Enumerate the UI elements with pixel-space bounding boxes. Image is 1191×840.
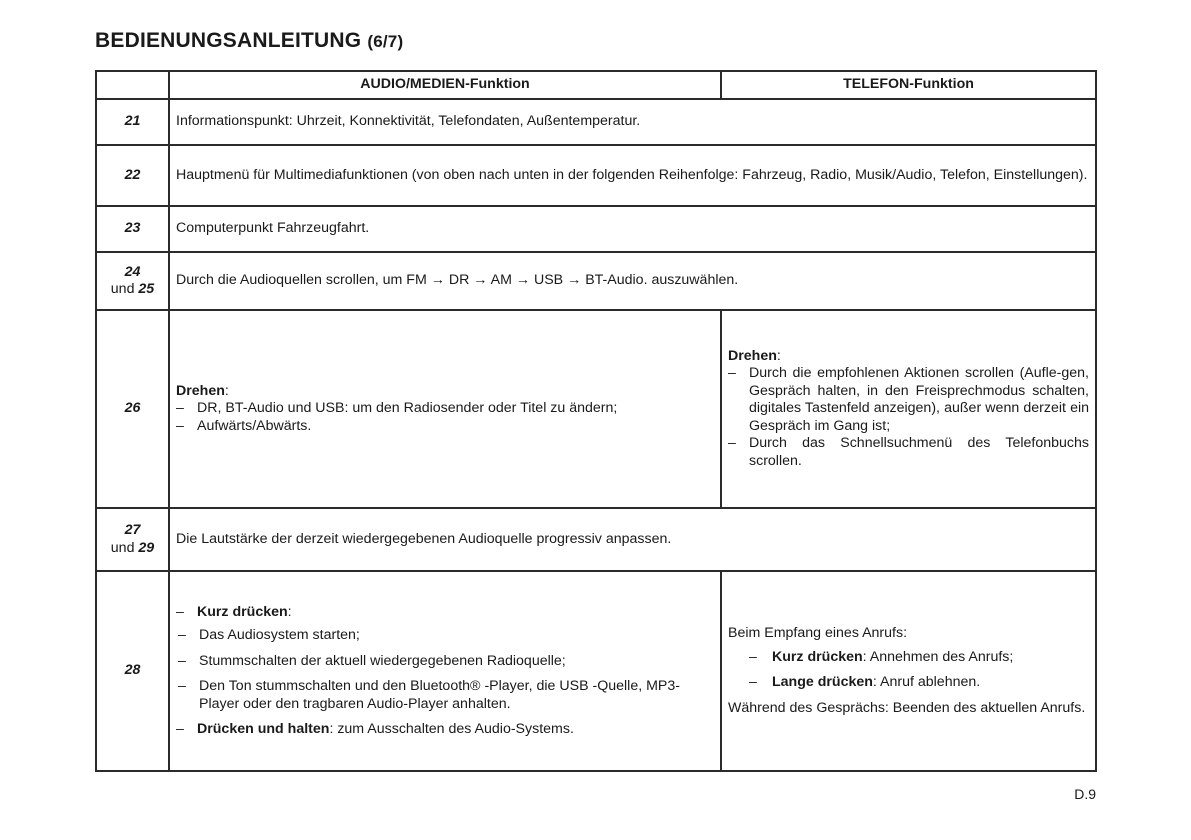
table-row-22 — [96, 145, 1096, 206]
header-row — [96, 71, 1096, 99]
title-page-indicator: (6/7) — [367, 32, 404, 51]
list-item — [730, 674, 1089, 692]
row-description: Hauptmenü für Multimediafunktionen (von oben nach unten in der folgenden Reihenfolge: Fahrzeug, Radio, Musik/Audio, Telefon, Einstellungen). — [169, 145, 1096, 206]
audio-cell — [169, 571, 721, 771]
telefon-cell — [721, 571, 1096, 771]
list-item: – Aufwärts/Abwärts. — [176, 418, 714, 436]
table-row-24-25 — [96, 252, 1096, 310]
row-number-und: und — [110, 281, 135, 297]
row-number — [96, 252, 169, 310]
row-description: Die Lautstärke der derzeit wiedergegebenen Audioquelle progressiv anpassen. — [169, 508, 1096, 571]
table-row-23 — [96, 206, 1096, 252]
telefon-list — [728, 649, 1089, 692]
kurz-druecken-label: Kurz drücken — [772, 648, 863, 665]
telefon-list — [728, 365, 1089, 470]
audio-list — [176, 721, 714, 739]
row-number — [96, 508, 169, 571]
audio-cell — [169, 310, 721, 508]
row-number: 21 — [96, 99, 169, 145]
row-number-b: 25 — [138, 281, 155, 297]
label-colon: : — [224, 382, 229, 399]
lange-druecken-label: Lange drücken — [772, 674, 873, 690]
header-number — [96, 71, 169, 99]
lange-druecken-text: : Anruf ablehnen. — [872, 674, 981, 690]
page-number: D.9 — [1074, 786, 1096, 802]
page-title — [95, 29, 403, 53]
kurz-druecken-label: Kurz drücken — [197, 603, 288, 620]
audio-list — [176, 604, 714, 622]
label-colon: : — [287, 603, 292, 620]
telefon-intro: Beim Empfang eines Anrufs: — [728, 625, 908, 641]
table-row-26 — [96, 310, 1096, 508]
function-table — [95, 70, 1097, 772]
list-item — [730, 649, 1089, 667]
list-item: – Durch das Schnellsuchmenü des Telefonbuchs scrollen. — [728, 435, 1089, 470]
list-item: – Das Audiosystem starten; — [178, 627, 714, 645]
telefon-during: Während des Gesprächs: Beenden des aktuellen Anrufs. — [728, 699, 1086, 716]
list-item: – DR, BT-Audio und USB: um den Radiosender oder Titel zu ändern; — [176, 400, 714, 418]
header-audio: AUDIO/MEDIEN-Funktion — [169, 71, 721, 99]
row-number: 22 — [96, 145, 169, 206]
list-item: – Stummschalten der aktuell wiedergegebenen Radioquelle; — [178, 653, 714, 671]
row-number: 23 — [96, 206, 169, 252]
row-number: 26 — [96, 310, 169, 508]
row-description: Computerpunkt Fahrzeugfahrt. — [169, 206, 1096, 252]
row-number-a: 24 — [124, 263, 141, 280]
table-row-28 — [96, 571, 1096, 771]
table-row-21 — [96, 99, 1096, 145]
druecken-halten-label: Drücken und halten — [197, 721, 330, 737]
list-item — [176, 721, 714, 739]
table-row-27-29 — [96, 508, 1096, 571]
row-description: Informationspunkt: Uhrzeit, Konnektivität, Telefondaten, Außentemperatur. — [169, 99, 1096, 145]
label-colon: : — [776, 347, 781, 364]
title-text: BEDIENUNGSANLEITUNG — [95, 29, 362, 52]
row-number-a: 27 — [124, 522, 141, 538]
list-item: – Durch die empfohlenen Aktionen scrollen (Aufle-gen, Gespräch halten, in den Freisprechmodus schalten, digitales Tastenfeld anzeigen), außer wenn derzeit ein Gespräch im Gang ist; — [728, 365, 1089, 435]
kurz-druecken-text: : Annehmen des Anrufs; — [862, 648, 1014, 665]
telefon-cell — [721, 310, 1096, 508]
row-number: 28 — [96, 571, 169, 771]
header-telefon: TELEFON-Funktion — [721, 71, 1096, 99]
druecken-halten-text: : zum Ausschalten des Audio-Systems. — [329, 721, 574, 737]
row-description: Durch die Audioquellen scrollen, um FM → DR → AM → USB → BT-Audio. auszuwählen. — [169, 252, 1096, 310]
list-item: – Den Ton stummschalten und den Bluetooth® -Player, die USB -Quelle, MP3-Player oder den tragbaren Audio-Player anhalten. — [178, 678, 714, 713]
list-item — [176, 604, 714, 622]
audio-sublist — [176, 627, 714, 713]
audio-list — [176, 400, 714, 435]
drehen-label: Drehen — [728, 347, 777, 364]
drehen-label: Drehen — [176, 382, 225, 399]
row-number-und: und — [110, 539, 135, 556]
row-number-b: 29 — [138, 539, 155, 556]
